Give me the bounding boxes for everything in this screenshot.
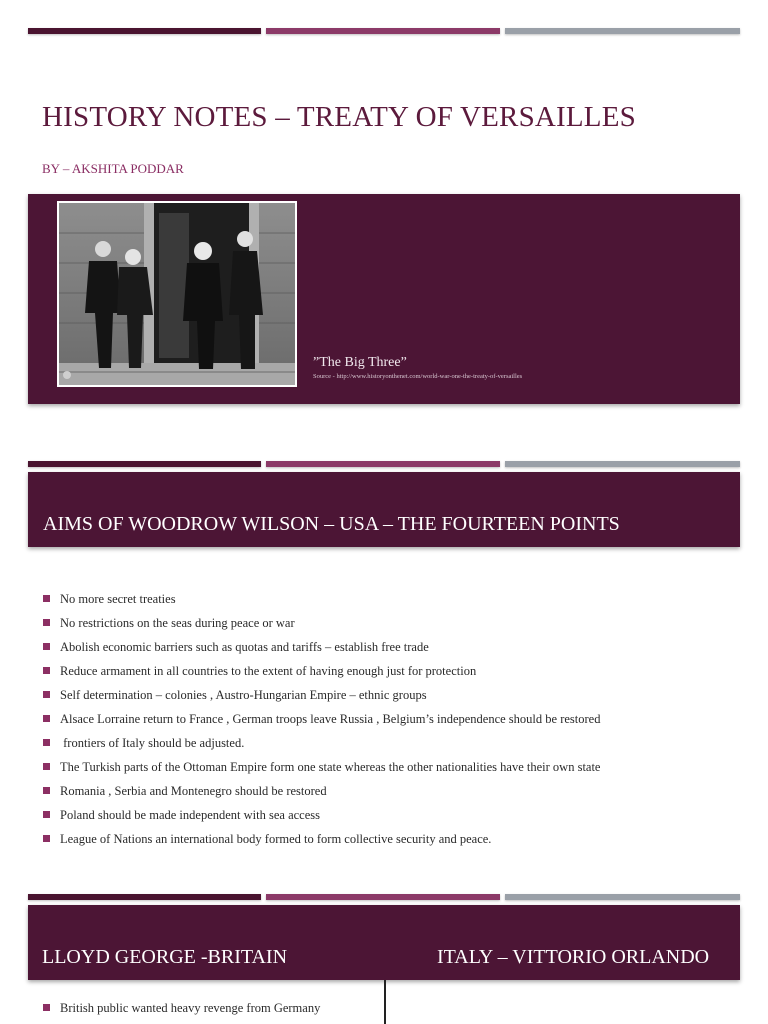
stripe-mid	[266, 461, 500, 467]
square-bullet-icon	[43, 595, 50, 602]
stripe-dark	[28, 894, 261, 900]
stripe-grey	[505, 461, 740, 467]
square-bullet-icon	[43, 811, 50, 818]
square-bullet-icon	[43, 739, 50, 746]
list-item: The Turkish parts of the Ottoman Empire form one state whereas the other nationalities have their own state	[42, 758, 601, 782]
list-item: Self determination – colonies , Austro-Hungarian Empire – ethnic groups	[42, 686, 601, 710]
britain-points-list	[42, 999, 320, 1023]
list-item: Alsace Lorraine return to France , German troops leave Russia , Belgium’s independence should be restored	[42, 710, 601, 734]
list-item: frontiers of Italy should be adjusted.	[42, 734, 601, 758]
list-item: Reduce armament in all countries to the extent of having enough just for protection	[42, 662, 601, 686]
fourteen-points-list	[42, 590, 601, 854]
list-item: No more secret treaties	[42, 590, 601, 614]
lloyd-george-heading: LLOYD GEORGE -BRITAIN	[42, 946, 288, 968]
list-item: League of Nations an international body formed to form collective security and peace.	[42, 830, 601, 854]
list-item: Abolish economic barriers such as quotas and tariffs – establish free trade	[42, 638, 601, 662]
square-bullet-icon	[43, 643, 50, 650]
square-bullet-icon	[43, 787, 50, 794]
big-three-photo	[57, 201, 297, 387]
list-item: No restrictions on the seas during peace or war	[42, 614, 601, 638]
list-item: Romania , Serbia and Montenegro should be restored	[42, 782, 601, 806]
list-item: British public wanted heavy revenge from Germany	[42, 999, 320, 1023]
stripe-mid	[266, 28, 500, 34]
list-item: Poland should be made independent with sea access	[42, 806, 601, 830]
photo-source: Source - http://www.historyonthenet.com/world-war-one-the-treaty-of-versailles	[313, 373, 523, 380]
square-bullet-icon	[43, 835, 50, 842]
stripe-dark	[28, 461, 261, 467]
column-divider	[384, 980, 386, 1024]
square-bullet-icon	[43, 763, 50, 770]
author-byline: BY – AKSHITA PODDAR	[42, 161, 184, 176]
stripe-mid	[266, 894, 500, 900]
square-bullet-icon	[43, 667, 50, 674]
square-bullet-icon	[43, 619, 50, 626]
square-bullet-icon	[43, 1004, 50, 1011]
photo-caption: ”The Big Three”	[313, 355, 407, 370]
stripe-grey	[505, 28, 740, 34]
page-title: HISTORY NOTES – TREATY OF VERSAILLES	[42, 101, 636, 133]
stripe-grey	[505, 894, 740, 900]
fourteen-points-heading: AIMS OF WOODROW WILSON – USA – THE FOURTEEN POINTS	[43, 513, 620, 535]
stripe-dark	[28, 28, 261, 34]
square-bullet-icon	[43, 715, 50, 722]
italy-heading: ITALY – VITTORIO ORLANDO	[437, 946, 710, 968]
square-bullet-icon	[43, 691, 50, 698]
